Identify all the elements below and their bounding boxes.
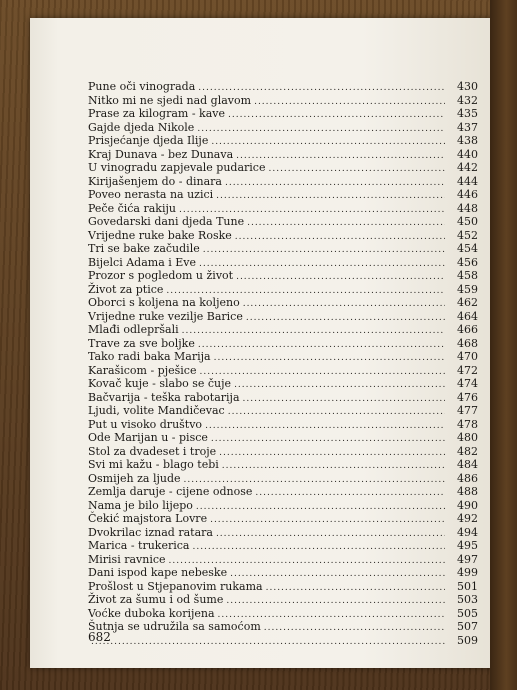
toc-entry-page: 476 [457, 390, 478, 404]
toc-entry-page: 440 [457, 147, 478, 161]
toc-entry-page: 507 [457, 620, 478, 633]
toc-entry-title: Bijelci Adama i Eve [88, 255, 197, 269]
toc-dot-leader [214, 352, 445, 366]
toc-entry-title: Poveo nerasta na uzici [88, 188, 214, 201]
toc-entry [88, 296, 478, 310]
toc-dot-leader [199, 258, 445, 272]
toc-dot-leader [192, 541, 445, 555]
toc-dot-leader [91, 636, 445, 650]
toc-entry [88, 634, 478, 648]
toc-entry [88, 418, 478, 432]
toc-entry-page: 462 [457, 296, 478, 309]
toc-dot-leader [216, 528, 445, 542]
toc-entry [88, 431, 478, 445]
toc-entry-title: Život za šumu i od šume [88, 593, 224, 606]
toc-entry [88, 512, 478, 526]
toc-entry-title: Svi mi kažu - blago tebi [88, 458, 219, 471]
toc-entry-title: Čekić majstora Lovre [88, 512, 208, 525]
toc-entry-title: Tri se bake začudile [88, 242, 200, 255]
toc-dot-leader [203, 244, 445, 258]
toc-dot-leader [264, 622, 445, 636]
toc-entry-title: Mirisi ravnice [88, 552, 166, 566]
toc-dot-leader [210, 514, 445, 528]
toc-entry-title: Nitko mi ne sjedi nad glavom [88, 93, 252, 107]
toc-entry-page: 438 [457, 134, 478, 147]
toc-entry-page: 501 [457, 579, 478, 593]
toc-entry [88, 364, 478, 378]
toc-entry [88, 188, 478, 202]
toc-dot-leader [254, 96, 445, 110]
toc-entry [88, 593, 478, 607]
toc-entry [88, 256, 478, 270]
toc-entry-page: 452 [457, 228, 478, 242]
toc-entry-page: 456 [457, 255, 478, 269]
toc-entry-title: Stol za dvadeset i troje [88, 444, 217, 458]
toc-entry-page: 486 [457, 471, 478, 485]
toc-dot-leader [198, 339, 445, 353]
toc-dot-leader [226, 595, 445, 609]
toc-dot-leader [255, 487, 445, 501]
toc-entry-page: 478 [457, 417, 478, 431]
toc-dot-leader [235, 231, 445, 245]
toc-entry-title: Nama je bilo lijepo [88, 498, 193, 512]
toc-entry-title: Mlađi odlepršali [88, 323, 179, 336]
toc-entry [88, 337, 478, 351]
toc-entry-page: 509 [457, 633, 478, 647]
toc-entry-page: 490 [457, 498, 478, 512]
toc-entry [88, 553, 478, 567]
toc-entry [88, 526, 478, 540]
toc-entry-page: 470 [457, 350, 478, 363]
toc-entry [88, 269, 478, 283]
toc-entry-title: Život za ptice [88, 282, 164, 296]
toc-entry [88, 215, 478, 229]
toc-entry-page: 495 [457, 539, 478, 552]
toc-entry-page: 477 [457, 404, 478, 417]
toc-entry [88, 580, 478, 594]
toc-entry-page: 503 [457, 593, 478, 606]
toc-entry-page: 482 [457, 444, 478, 458]
toc-entry-page: 497 [457, 552, 478, 566]
toc-dot-leader [196, 501, 445, 515]
toc-entry [88, 107, 478, 121]
toc-entry-title: Govedarski dani djeda Tune [88, 215, 245, 228]
toc-entry-title: Marica - trukerica [88, 539, 190, 552]
toc-entry-page: 454 [457, 242, 478, 255]
toc-entry-page: 480 [457, 431, 478, 444]
toc-entry-title: Tako radi baka Marija [88, 350, 211, 363]
toc-dot-leader [266, 582, 445, 596]
toc-entry-title: Prozor s pogledom u život [88, 269, 234, 282]
toc-entry-title: Dani ispod kape nebeske [88, 566, 228, 579]
toc-entry-title: Put u visoko društvo [88, 417, 203, 431]
toc-entry-page: 492 [457, 512, 478, 525]
toc-entry-title: Vrijedne ruke vezilje Barice [88, 309, 243, 323]
toc-entry-page: 499 [457, 566, 478, 579]
toc-dot-leader [219, 447, 445, 461]
toc-entry-title: Karašicom - pješice [88, 363, 197, 377]
toc-entry [88, 472, 478, 486]
toc-entry-page: 474 [457, 377, 478, 390]
toc-entry-title: U vinogradu zapjevale pudarice [88, 161, 266, 174]
toc-entry-title: Gajde djeda Nikole [88, 120, 195, 134]
toc-entry-title: Osmijeh za ljude [88, 471, 181, 485]
toc-entry [88, 323, 478, 337]
toc-entry [88, 350, 478, 364]
toc-entry-page: 484 [457, 458, 478, 471]
toc-dot-leader [234, 379, 445, 393]
toc-entry-title: Prisjećanje djeda Ilije [88, 134, 209, 147]
toc-entry-page: 488 [457, 485, 478, 498]
toc-entry [88, 458, 478, 472]
toc-entry-page: 448 [457, 201, 478, 215]
toc-dot-leader [228, 109, 445, 123]
toc-entry [88, 539, 478, 553]
toc-entry-page: 442 [457, 161, 478, 174]
toc-entry-page: 435 [457, 107, 478, 120]
toc-entry-page: 432 [457, 93, 478, 107]
toc-entry [88, 607, 478, 621]
table-of-contents [88, 80, 478, 647]
toc-entry-title: Prase za kilogram - kave [88, 107, 225, 120]
toc-entry [88, 404, 478, 418]
toc-entry-page: 458 [457, 269, 478, 282]
toc-entry [88, 229, 478, 243]
toc-dot-leader [228, 406, 445, 420]
toc-entry [88, 391, 478, 405]
toc-dot-leader [268, 163, 445, 177]
toc-entry-title: Peče čića rakiju [88, 201, 176, 215]
toc-entry-title: Vrijedne ruke bake Roske [88, 228, 232, 242]
toc-entry-page: 430 [457, 80, 478, 93]
toc-entry [88, 175, 478, 189]
toc-entry [88, 94, 478, 108]
toc-dot-leader [222, 460, 445, 474]
toc-dot-leader [236, 271, 445, 285]
toc-entry-page: 464 [457, 309, 478, 323]
toc-entry [88, 148, 478, 162]
toc-entry-title: Pune oči vinograda [88, 80, 196, 93]
toc-entry-title: Bačvarija - teška rabotarija [88, 390, 240, 404]
toc-entry [88, 242, 478, 256]
toc-entry [88, 283, 478, 297]
toc-dot-leader [211, 136, 445, 150]
toc-dot-leader [211, 433, 445, 447]
toc-entry-title: Ode Marijan u - pisce [88, 431, 208, 444]
toc-entry [88, 445, 478, 459]
toc-entry [88, 134, 478, 148]
toc-entry [88, 377, 478, 391]
toc-entry-title: Prošlost u Stjepanovim rukama [88, 579, 263, 593]
toc-dot-leader [246, 312, 445, 326]
toc-entry-page: 468 [457, 336, 478, 350]
toc-entry [88, 161, 478, 175]
toc-entry-title: Oborci s koljena na koljeno [88, 296, 240, 309]
toc-dot-leader [243, 393, 445, 407]
toc-dot-leader [247, 217, 445, 231]
toc-entry-title: Voćke duboka korijena [88, 606, 215, 620]
toc-entry [88, 566, 478, 580]
toc-entry-title: Kirijašenjem do - dinara [88, 174, 222, 188]
toc-entry-page: 437 [457, 120, 478, 134]
toc-entry-page: 505 [457, 606, 478, 620]
toc-entry-title: Šutnja se udružila sa samoćom [88, 620, 261, 633]
toc-entry [88, 121, 478, 135]
toc-dot-leader [182, 325, 445, 339]
toc-entry-page: 472 [457, 363, 478, 377]
toc-entry-title: Dvokrilac iznad ratara [88, 525, 213, 539]
toc-entry [88, 620, 478, 634]
toc-entry-page: 446 [457, 188, 478, 201]
toc-entry-page: 494 [457, 525, 478, 539]
toc-entry-page: 450 [457, 215, 478, 228]
toc-dot-leader [197, 123, 445, 137]
toc-entry [88, 485, 478, 499]
toc-dot-leader [225, 177, 445, 191]
toc-entry [88, 202, 478, 216]
toc-entry-page: 444 [457, 174, 478, 188]
toc-entry-page: 466 [457, 323, 478, 336]
toc-entry-title: Kovač kuje - slabo se čuje [88, 377, 232, 390]
toc-dot-leader [216, 190, 445, 204]
toc-dot-leader [199, 366, 445, 380]
toc-entry-title: Kraj Dunava - bez Dunava [88, 147, 234, 161]
page-number: 682 [88, 630, 111, 644]
toc-dot-leader [236, 150, 445, 164]
toc-entry-title: Zemlja daruje - cijene odnose [88, 485, 253, 498]
toc-entry [88, 80, 478, 94]
book-cover-edge [490, 0, 517, 690]
toc-dot-leader [205, 420, 445, 434]
toc-entry [88, 499, 478, 513]
toc-entry [88, 310, 478, 324]
toc-dot-leader [243, 298, 445, 312]
toc-entry-page: 459 [457, 282, 478, 296]
toc-entry-title: Ljudi, volite Mandičevac [88, 404, 225, 417]
toc-entry-title: Trave za sve boljke [88, 336, 195, 350]
